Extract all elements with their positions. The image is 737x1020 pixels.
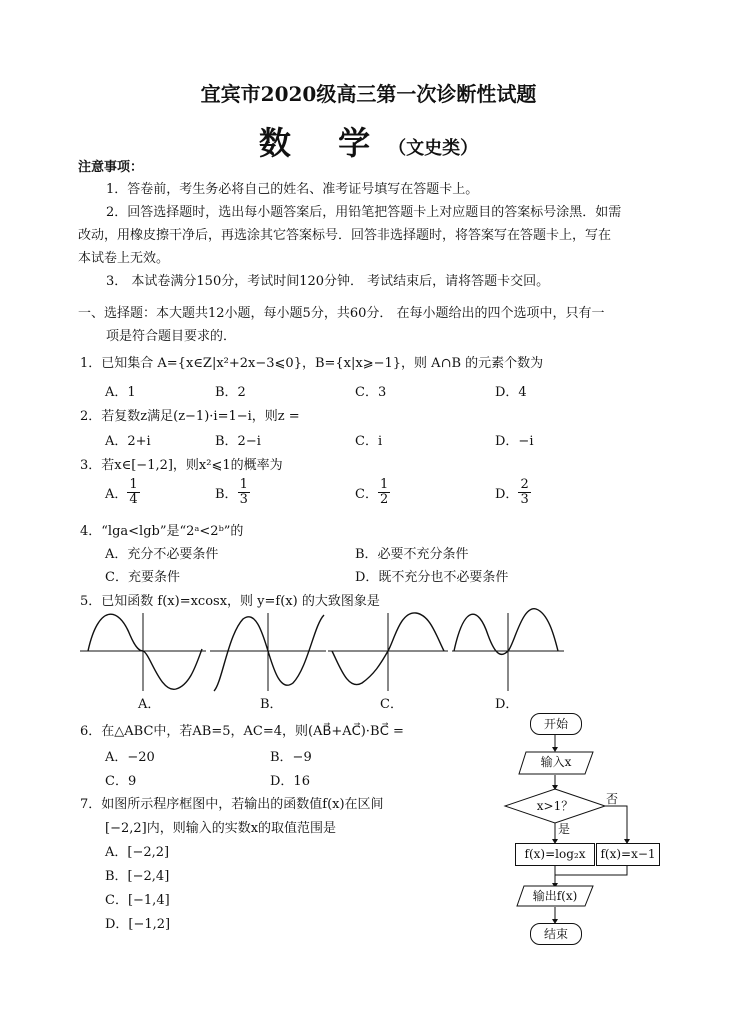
exam-title: 宜宾市2020级高三第一次诊断性试题 [200, 82, 537, 106]
q3-option-b-fraction [238, 478, 250, 507]
q5-option-b: B． [260, 697, 283, 712]
q6-option-c: C．9 [105, 774, 137, 789]
q3-option-d-fraction [518, 478, 530, 507]
q5-graph-c [328, 613, 448, 691]
q7-option-a: A．[−2,2] [105, 845, 170, 860]
flow-output: 输出f(x) [532, 889, 578, 903]
q3-option-d-label: D． [495, 487, 519, 502]
subject-tag: （文史类） [388, 138, 479, 159]
q3-d-num: 2 [520, 477, 529, 492]
q3-c-num: 1 [379, 477, 389, 492]
flow-end: 结束 [530, 923, 582, 945]
flow-yes-label: 是 [558, 822, 571, 836]
q3-b-den: 3 [239, 492, 248, 507]
q3-option-d [495, 478, 531, 507]
q4-stem: 4．“lga<lgb”是“2ᵃ<2ᵇ”的 [80, 524, 244, 539]
flow-no-label: 否 [606, 792, 619, 806]
flow-no-box: f(x)=x−1 [596, 843, 660, 866]
q4-option-c: C．充要条件 [105, 570, 180, 585]
q2-option-c: C．i [355, 434, 383, 449]
q5-option-a: A． [138, 697, 161, 712]
notice-heading: 注意事项： [78, 160, 144, 175]
q5-stem: 5．已知函数 f(x)=xcosx，则 y=f(x) 的大致图象是 [80, 594, 380, 609]
section-heading-cont: 项是符合题目要求的． [106, 329, 237, 344]
q5-graphs [78, 605, 568, 695]
q4-option-d: D．既不充分也不必要条件 [355, 570, 509, 585]
curve [454, 609, 558, 655]
q3-b-num: 1 [239, 477, 248, 492]
notice-item-2: 2．回答选择题时，选出每小题答案后，用铅笔把答题卡上对应题目的答案标号涂黑．如需 [106, 205, 622, 220]
q1-stem: 1．已知集合 A={x∈Z|x²+2x−3⩽0}，B={x|x⩾−1}，则 A∩B 的元素个数为 [80, 356, 544, 371]
q5-option-c: C． [380, 697, 403, 712]
q2-option-b: B．2−i [215, 434, 261, 449]
notice-item-1: 1．答卷前，考生务必将自己的姓名、准考证号填写在答题卡上。 [106, 182, 479, 197]
q3-option-a-fraction [127, 478, 139, 507]
arrow-no-join [555, 865, 627, 875]
section-heading: 一、选择题：本大题共12小题，每小题5分，共60分． 在每小题给出的四个选项中，只有一 [78, 306, 605, 321]
q7-option-c: C．[−1,4] [105, 893, 170, 908]
q2-stem: 2．若复数z满足(z−1)·i=1−i，则z = [80, 409, 300, 424]
q3-option-c-fraction [378, 478, 390, 507]
q3-option-c [355, 478, 390, 507]
q3-a-den: 4 [129, 492, 138, 507]
q5-graph-b [210, 613, 326, 691]
q3-a-num: 1 [129, 477, 138, 492]
arrow-cond-no [605, 806, 627, 843]
q6-option-a: A．−20 [105, 750, 155, 765]
q7-stem: 7．如图所示程序框图中，若输出的函数值f(x)在区间 [80, 797, 384, 812]
q3-option-b-label: B． [215, 487, 238, 502]
curve [214, 615, 324, 691]
flowchart-lines [500, 705, 670, 950]
q6-option-b: B．−9 [270, 750, 312, 765]
q1-option-a: A．1 [105, 385, 136, 400]
q6-stem: 6．在△ABC中，若AB=5，AC=4，则(AB⃗+AC⃗)·BC⃗ = [80, 724, 404, 739]
q3-stem: 3．若x∈[−1,2]，则x²⩽1的概率为 [80, 458, 283, 473]
q3-option-b [215, 478, 250, 507]
q5-graph-d [452, 609, 564, 691]
q5-graph-a [80, 613, 206, 691]
q1-option-c: C．3 [355, 385, 387, 400]
q3-option-c-label: C． [355, 487, 378, 502]
q4-option-b: B．必要不充分条件 [355, 547, 469, 562]
curve [88, 614, 202, 689]
q3-c-den: 2 [379, 492, 389, 507]
notice-item-3: 3． 本试卷满分150分，考试时间120分钟． 考试结束后，请将答题卡交回。 [106, 274, 550, 289]
q3-d-den: 3 [520, 492, 529, 507]
flow-input: 输入x [540, 755, 572, 769]
flow-condition: x>1？ [536, 799, 574, 813]
q2-option-a: A．2+i [105, 434, 151, 449]
q7-stem-cont: [−2,2]内，则输入的实数x的取值范围是 [105, 821, 337, 836]
flow-yes-box: f(x)=log₂x [515, 843, 595, 866]
q3-option-a [105, 478, 140, 507]
subject-name: 数 学 [258, 124, 389, 162]
q3-option-a-label: A． [105, 487, 128, 502]
q1-option-b: B．2 [215, 385, 246, 400]
q7-option-d: D．[−1,2] [105, 917, 171, 932]
q5-option-d: D． [495, 697, 519, 712]
q2-option-d: D．−i [495, 434, 534, 449]
notice-item-2-cont2: 本试卷上无效。 [78, 251, 170, 266]
q6-option-d: D．16 [270, 774, 310, 789]
flow-start: 开始 [530, 713, 582, 735]
q1-option-d: D．4 [495, 385, 527, 400]
q4-option-a: A．充分不必要条件 [105, 547, 219, 562]
notice-item-2-cont: 改动，用橡皮擦干净后，再选涂其它答案标号．回答非选择题时，将答案写在答题卡上，写在 [78, 228, 612, 243]
q7-option-b: B．[−2,4] [105, 869, 170, 884]
